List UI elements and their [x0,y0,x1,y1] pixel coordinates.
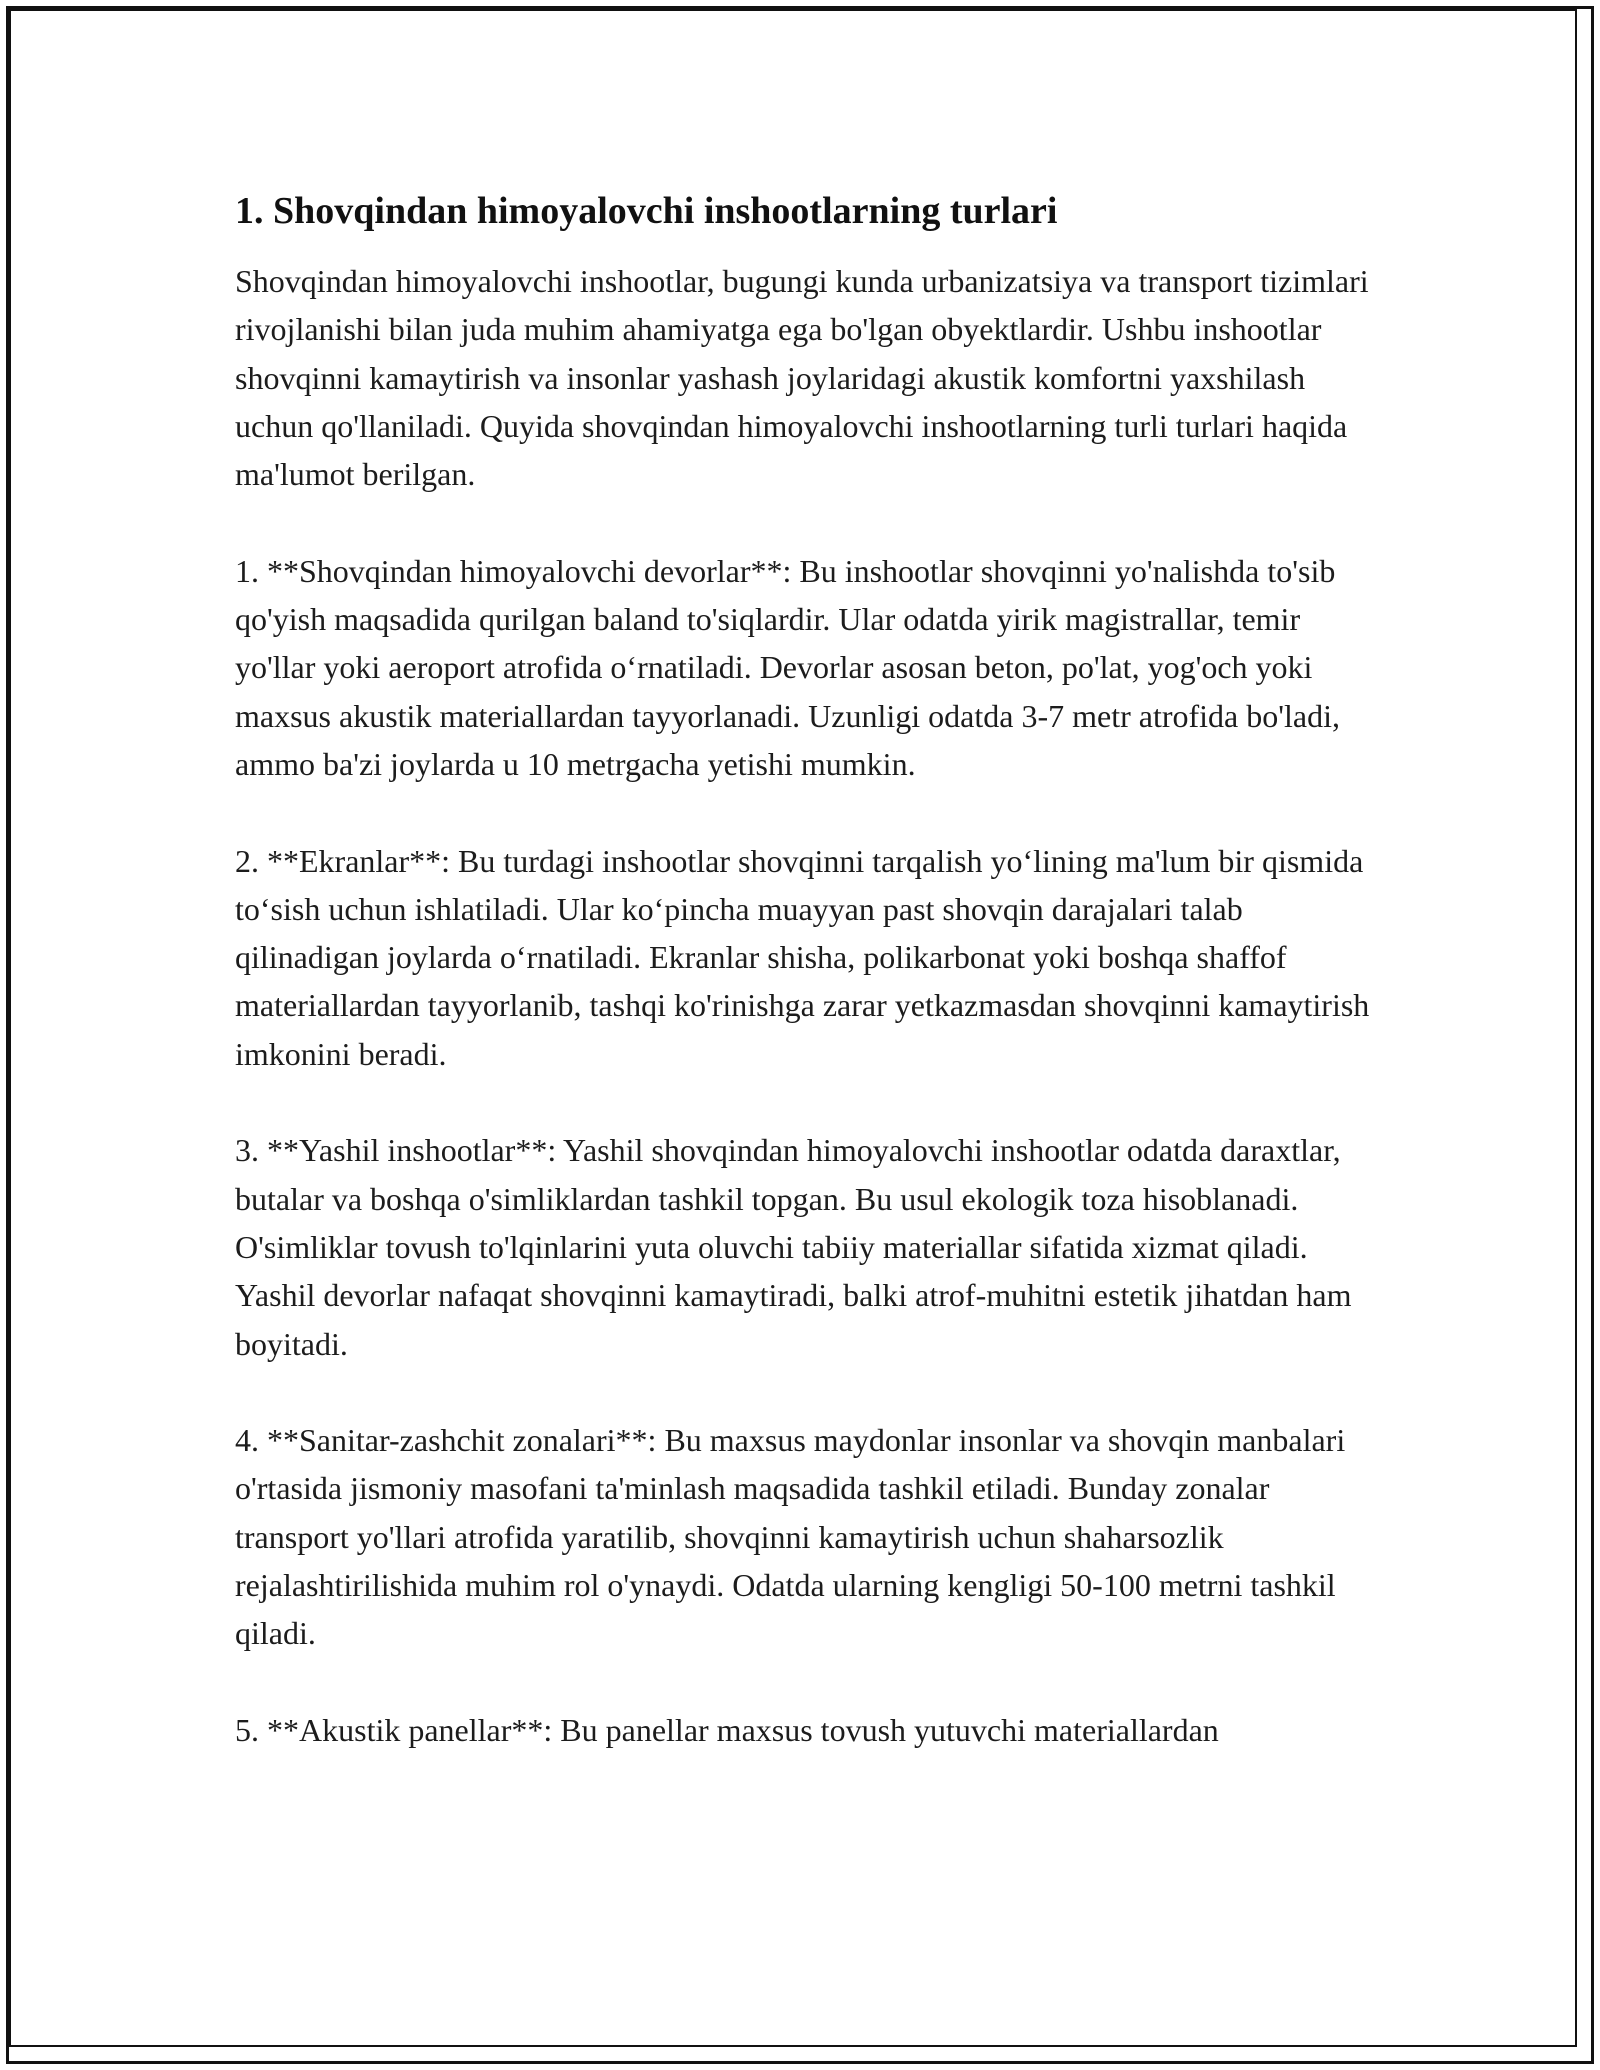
paragraph-walls: 1. **Shovqindan himoyalovchi devorlar**: Bu inshootlar shovqinni yo'nalishda to'sib qo'yish maqsadida qurilgan baland to'siqlardir. Ular odatda yirik magistrallar, temir yo'llar yoki aeroport atrofida o‘rnatiladi. Devorlar asosan beton, po'lat, yog'och yoki maxsus akustik materiallardan tayyorlanadi. Uzunligi odatda 3-7 metr atrofida bo'ladi, ammo ba'zi joylarda u 10 metrgacha yetishi mumkin. [235,552,1340,782]
paragraph-sanitary-zones: 4. **Sanitar-zashchit zonalari**: Bu maxsus maydonlar insonlar va shovqin manbalari o'rtasida jismoniy masofani ta'minlash maqsadida tashkil etiladi. Bunday zonalar transport yo'llari atrofida yaratilib, shovqinni kamaytirish uchun shaharsozlik rejalashtirilishida muhim rol o'ynaydi. Odatda ularning kengligi 50-100 metrni tashkil qiladi. [235,1422,1346,1652]
paragraph-green-structures: 3. **Yashil inshootlar**: Yashil shovqindan himoyalovchi inshootlar odatda daraxtlar, butalar va boshqa o'simliklardan tashkil topgan. Bu usul ekologik toza hisoblanadi. O'simliklar tovush to'lqinlarini yuta oluvchi tabiiy materiallar sifatida xizmat qiladi. Yashil devorlar nafaqat shovqinni kamaytiradi, balki atrof-muhitni estetik jihatdan ham boyitadi. [235,1132,1352,1362]
section-title: 1. Shovqindan himoyalovchi inshootlarning turlari [235,190,1058,232]
intro-paragraph: Shovqindan himoyalovchi inshootlar, bugungi kunda urbanizatsiya va transport tizimlari rivojlanishi bilan juda muhim ahamiyatga ega bo'lgan obyektlardir. Ushbu inshootlar shovqinni kamaytirish va insonlar yashash joylaridagi akustik komfortni yaxshilash uchun qo'llaniladi. Quyida shovqindan himoyalovchi inshootlarning turli turlari haqida ma'lumot berilgan. [235,263,1369,493]
paragraph-acoustic-panels: 5. **Akustik panellar**: Bu panellar maxsus tovush yutuvchi materiallardan [235,1711,1219,1748]
document-body [235,185,1385,1803]
paragraph-screens: 2. **Ekranlar**: Bu turdagi inshootlar shovqinni tarqalish yo‘lining ma'lum bir qismida to‘sish uchun ishlatiladi. Ular ko‘pincha muayyan past shovqin darajalari talab qilinadigan joylarda o‘rnatiladi. Ekranlar shisha, polikarbonat yoki boshqa shaffof materiallardan tayyorlanib, tashqi ko'rinishga zarar yetkazmasdan shovqinni kamaytirish imkonini beradi. [235,842,1370,1072]
